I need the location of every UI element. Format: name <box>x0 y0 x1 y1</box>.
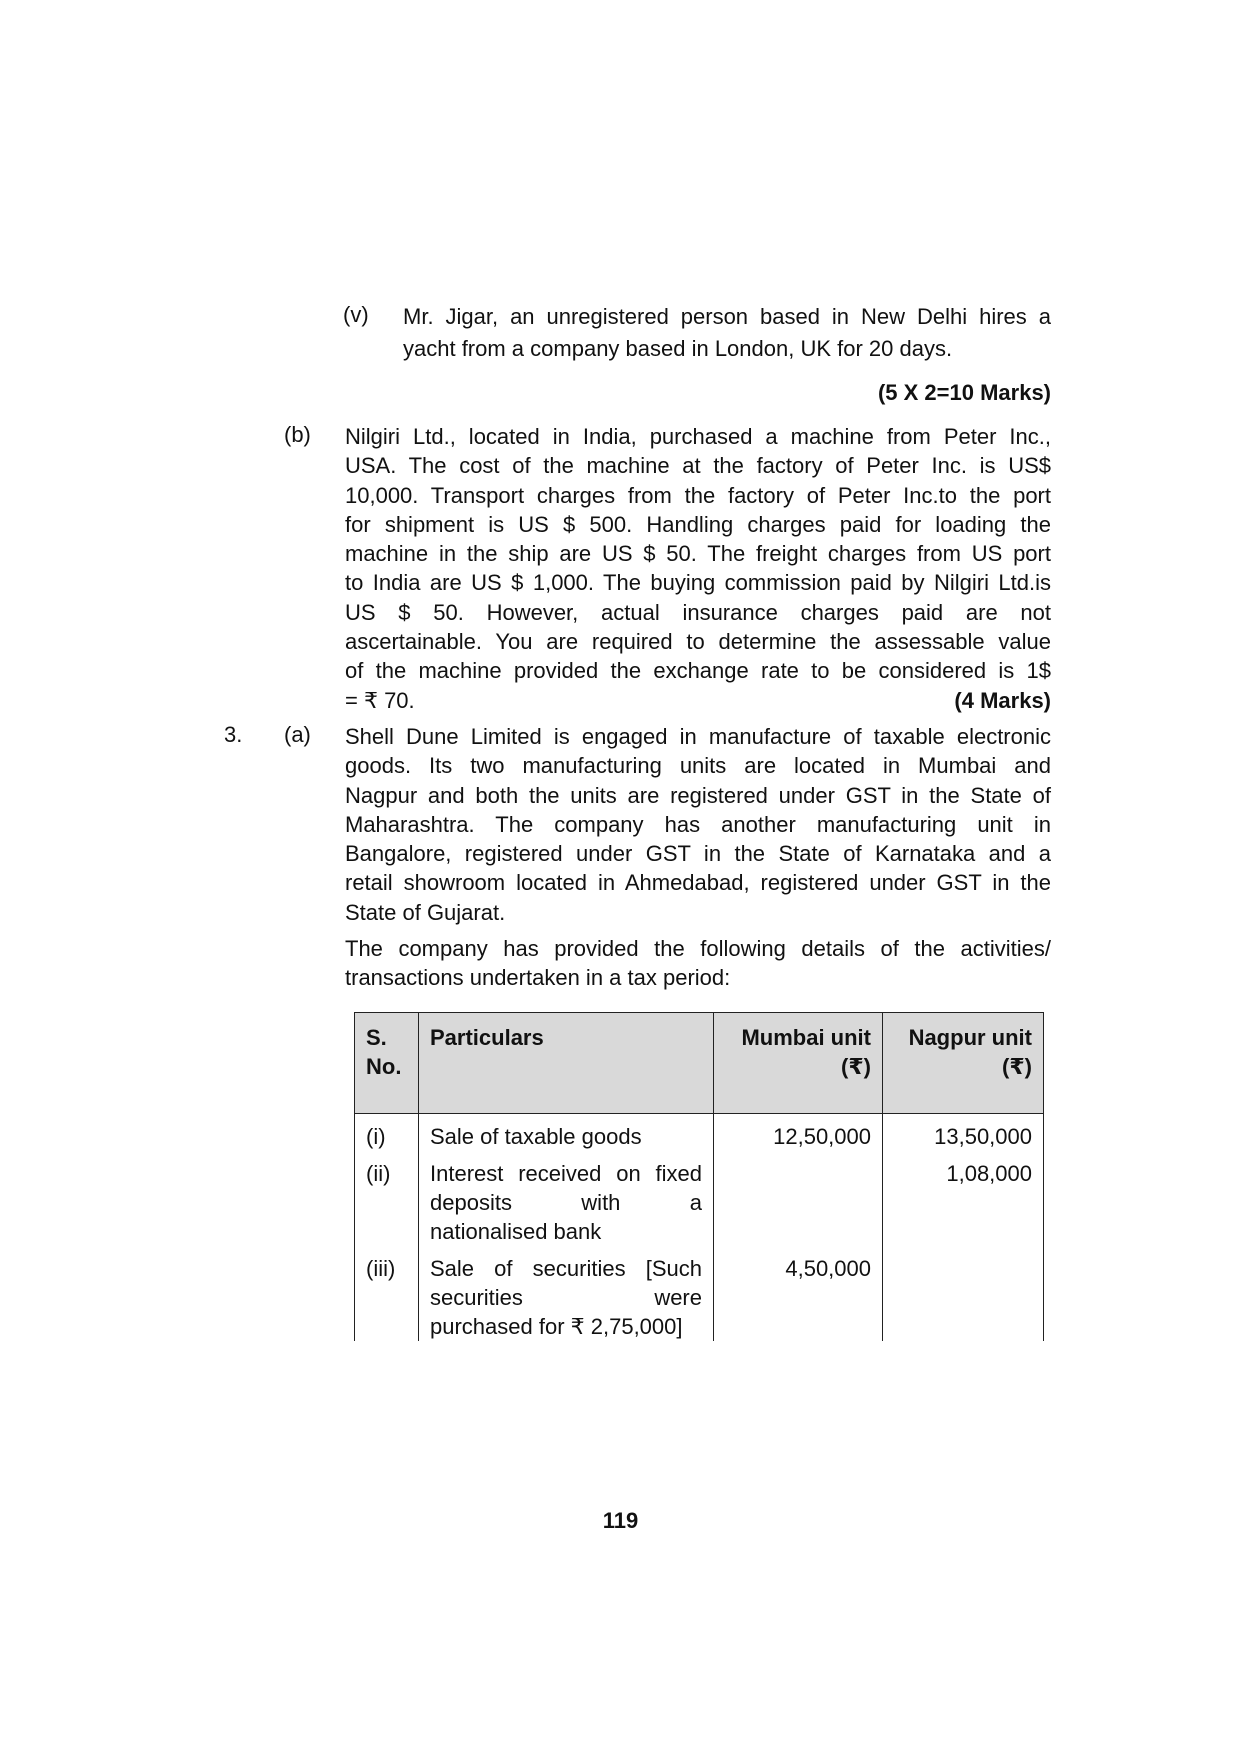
part-a-line: goods. Its two manufacturing units are located in Mumbai and <box>345 753 1051 779</box>
part-b-line: to India are US $ 1,000. The buying commission paid by Nilgiri Ltd.is <box>345 570 1051 596</box>
part-a-text <box>345 722 1051 927</box>
part-a-line: State of Gujarat. <box>345 899 506 925</box>
cell-particulars <box>419 1114 714 1152</box>
part-label-b: (b) <box>284 422 311 447</box>
table-intro <box>345 934 1051 993</box>
part-b-line: ascertainable. You are required to determine the assessable value <box>345 629 1051 655</box>
cell-nagpur <box>883 1114 1044 1152</box>
table-row <box>355 1114 1044 1152</box>
table-header-row <box>355 1013 1044 1114</box>
part-b-line: of the machine provided the exchange rate to be considered is 1$ <box>345 658 1051 684</box>
row-mumbai-value <box>714 1151 882 1159</box>
header-particulars <box>419 1013 714 1114</box>
table-row <box>355 1151 1044 1246</box>
cell-nagpur <box>883 1151 1044 1246</box>
header-particulars-text: Particulars <box>430 1025 544 1050</box>
row-particulars-line: nationalised bank <box>430 1219 602 1244</box>
part-b-line: 10,000. Transport charges from the factory of Peter Inc.to the port <box>345 482 1051 508</box>
header-mumbai-line: (₹) <box>841 1054 871 1079</box>
header-nagpur-line: Nagpur unit <box>908 1025 1032 1050</box>
cell-mumbai <box>714 1114 883 1152</box>
part-a-line: Shell Dune Limited is engaged in manufacture of taxable electronic <box>345 724 1051 749</box>
marks-4: (4 Marks) <box>954 687 1051 713</box>
cell-sno <box>355 1246 419 1341</box>
header-mumbai-line: Mumbai unit <box>741 1025 871 1050</box>
part-a-line: Nagpur and both the units are registered under GST in the State of <box>345 782 1051 808</box>
table-row <box>355 1246 1044 1341</box>
row-nagpur-value: 13,50,000 <box>934 1124 1032 1149</box>
header-sno-line: No. <box>366 1054 402 1079</box>
part-b-line: for shipment is US $ 500. Handling charges paid for loading the <box>345 511 1051 537</box>
row-particulars-line: securities were <box>430 1285 702 1310</box>
cell-particulars <box>419 1246 714 1341</box>
row-particulars-line: Sale of taxable goods <box>430 1124 642 1149</box>
cell-particulars <box>419 1151 714 1246</box>
part-b-text <box>345 422 1051 715</box>
cell-nagpur <box>883 1246 1044 1341</box>
header-sno-line: S. <box>366 1025 387 1050</box>
item-label-v: (v) <box>343 302 369 327</box>
cell-sno <box>355 1114 419 1152</box>
row-particulars-line: deposits with a <box>430 1190 702 1215</box>
row-mumbai-value: 12,50,000 <box>773 1124 871 1149</box>
header-nagpur <box>883 1013 1044 1114</box>
row-mumbai-value: 4,50,000 <box>785 1256 871 1281</box>
row-nagpur-value: 1,08,000 <box>946 1161 1032 1186</box>
header-sno <box>355 1013 419 1114</box>
cell-mumbai <box>714 1246 883 1341</box>
part-b-line: machine in the ship are US $ 50. The freight charges from US port <box>345 541 1051 567</box>
transactions-table <box>354 1012 1044 1341</box>
table-intro-line: The company has provided the following details of the activities/ <box>345 936 1051 961</box>
cell-mumbai <box>714 1151 883 1246</box>
item-v-line: yacht from a company based in London, UK for 20 days. <box>403 336 953 362</box>
part-b-last-line <box>345 686 1051 715</box>
part-b-line-end: = ₹ 70. <box>345 687 415 713</box>
header-nagpur-line: (₹) <box>1002 1054 1032 1079</box>
item-v-text <box>403 302 1051 364</box>
row-sno: (iii) <box>366 1256 396 1281</box>
part-a-line: Maharashtra. The company has another manufacturing unit in <box>345 811 1051 837</box>
question-number-3: 3. <box>224 722 243 747</box>
header-mumbai <box>714 1013 883 1114</box>
row-particulars-line: purchased for ₹ 2,75,000] <box>430 1314 683 1339</box>
part-label-a: (a) <box>284 722 311 747</box>
cell-sno <box>355 1151 419 1246</box>
marks-5x2: (5 X 2=10 Marks) <box>877 380 1051 405</box>
row-particulars-line: Sale of securities [Such <box>430 1256 702 1281</box>
part-b-line: Nilgiri Ltd., located in India, purchased a machine from Peter Inc., <box>345 424 1051 449</box>
row-sno: (i) <box>366 1124 386 1149</box>
part-a-line: Bangalore, registered under GST in the State of Karnataka and a <box>345 841 1051 867</box>
part-b-line: USA. The cost of the machine at the factory of Peter Inc. is US$ <box>345 453 1051 479</box>
row-sno: (ii) <box>366 1161 391 1186</box>
part-b-line: US $ 50. However, actual insurance charges paid are not <box>345 599 1051 625</box>
part-a-line: retail showroom located in Ahmedabad, registered under GST in the <box>345 870 1051 896</box>
item-v-line: Mr. Jigar, an unregistered person based in New Delhi hires a <box>403 304 1051 329</box>
page-number: 119 <box>602 1508 639 1533</box>
row-particulars-line: Interest received on fixed <box>430 1161 702 1186</box>
table-intro-line: transactions undertaken in a tax period: <box>345 965 731 991</box>
row-nagpur-value <box>883 1246 1043 1254</box>
